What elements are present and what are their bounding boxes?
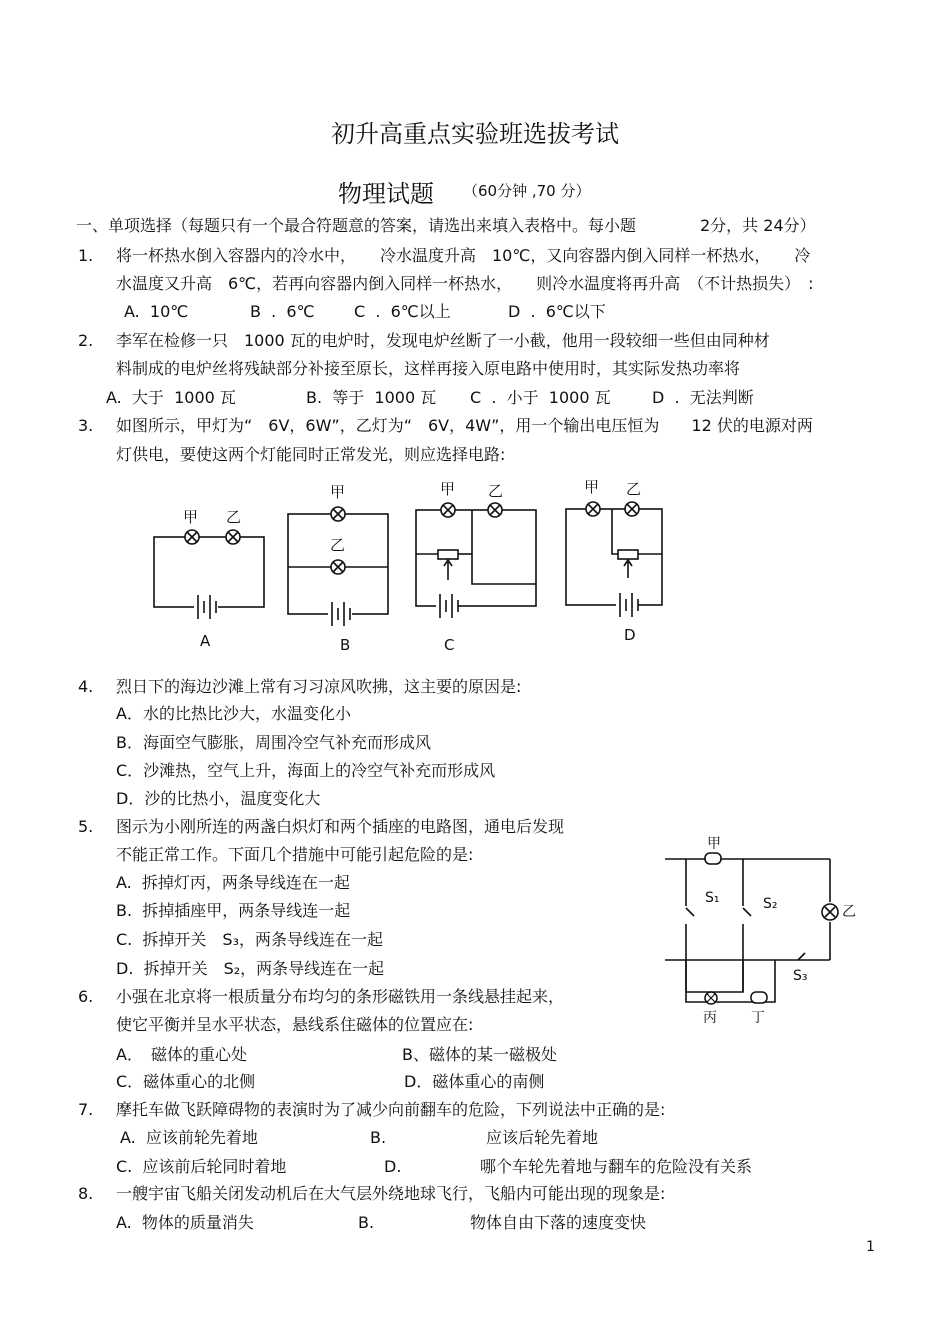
lamp-label: 甲	[440, 480, 456, 498]
question-text: 烈日下的海边沙滩上常有习习凉风吹拂，这主要的原因是:	[116, 677, 522, 696]
option: B. 拆掉插座甲，两条导线连一起	[116, 901, 351, 920]
question-text: 摩托车做飞跃障碍物的表演时为了减少向前翻车的危险，下列说法中正确的是:	[116, 1100, 666, 1119]
socket-label: 甲	[707, 836, 721, 852]
page-number: 1	[866, 1239, 875, 1255]
option: A. 大于 1000 瓦	[106, 388, 236, 407]
lamp-label: 丙	[703, 1010, 717, 1026]
option: C . 6℃以上	[354, 302, 451, 321]
option: A．水的比热比沙大，水温变化小	[116, 704, 351, 723]
switch-label: S₁	[705, 890, 720, 906]
time-score-note: （60分钟 ,70 分）	[463, 182, 591, 200]
q3-circuit-figure	[140, 470, 680, 660]
option: 物体自由下落的速度变快	[470, 1213, 647, 1232]
circuit-label: C	[444, 636, 455, 654]
question-text: 小强在北京将一根质量分布均匀的条形磁铁用一条线悬挂起来，	[116, 987, 565, 1006]
question-number: 3.	[78, 416, 94, 435]
option: 哪个车轮先着地与翻车的危险没有关系	[480, 1157, 753, 1176]
switch-label: S₃	[793, 968, 808, 984]
option: D. 拆掉开关 S₂，两条导线连在一起	[116, 959, 385, 978]
question-number: 4.	[78, 677, 94, 696]
option: A. 应该前轮先着地	[120, 1128, 258, 1147]
lamp-label: 乙	[626, 480, 642, 498]
option: C. 应该前后轮同时着地	[116, 1157, 287, 1176]
option: C．磁体重心的北侧	[116, 1072, 256, 1091]
question-text: 料制成的电炉丝将残缺部分补接至原长，这样再接入原电路中使用时，其实际发热功率将	[116, 359, 741, 378]
option: D . 6℃以下	[508, 302, 606, 321]
lamp-label: 乙	[226, 508, 242, 526]
lamp-label: 甲	[584, 478, 600, 496]
circuit-label: D	[624, 626, 636, 644]
option: D．磁体重心的南侧	[404, 1072, 545, 1091]
question-number: 1.	[78, 246, 94, 265]
option: C．沙滩热，空气上升，海面上的冷空气补充而形成风	[116, 761, 496, 780]
option: C . 小于 1000 瓦	[470, 388, 611, 407]
option: A． 磁体的重心处	[116, 1045, 247, 1064]
question-number: 7.	[78, 1100, 94, 1119]
question-number: 8.	[78, 1184, 94, 1203]
question-text: 图示为小刚所连的两盏白炽灯和两个插座的电路图，通电后发现	[116, 817, 565, 836]
question-text: 一艘宇宙飞船关闭发动机后在大气层外绕地球飞行，飞船内可能出现的现象是:	[116, 1184, 666, 1203]
exam-title: 初升高重点实验班选拔考试	[331, 120, 619, 148]
option: A. 物体的质量消失	[116, 1213, 254, 1232]
lamp-label: 甲	[183, 508, 199, 526]
option: C. 拆掉开关 S₃，两条导线连在一起	[116, 930, 384, 949]
question-number: 6.	[78, 987, 94, 1006]
lamp-label: 甲	[330, 483, 346, 501]
subject-title: 物理试题	[338, 180, 434, 208]
question-text: 如图所示，甲灯为“ 6V，6W”，乙灯为“ 6V，4W”，用一个输出电压恒为 12 伏的电源对两	[116, 416, 813, 435]
lamp-label: 乙	[842, 904, 856, 920]
option-letter: B.	[370, 1128, 387, 1147]
question-text: 李军在检修一只 1000 瓦的电炉时，发现电炉丝断了一小截，他用一段较细一些但由同种材	[116, 331, 770, 350]
question-text: 灯供电，要使这两个灯能同时正常发光，则应选择电路:	[116, 445, 506, 464]
option: B、磁体的某一磁极处	[402, 1045, 557, 1064]
circuit-label: B	[340, 636, 351, 654]
question-text: 水温度又升高 6℃，若再向容器内倒入同样一杯热水， 则冷水温度将再升高 （不计热损失） :	[116, 274, 814, 293]
option: 应该后轮先着地	[486, 1128, 599, 1147]
section-heading: 一、单项选择（每题只有一个最合符题意的答案，请选出来填入表格中。每小题 2分，共 24分）	[76, 216, 816, 235]
option: A. 10℃	[124, 302, 189, 321]
option: B. 等于 1000 瓦	[306, 388, 437, 407]
lamp-label: 乙	[488, 482, 504, 500]
question-text: 不能正常工作。下面几个措施中可能引起危险的是:	[116, 845, 474, 864]
option: D . 无法判断	[652, 388, 754, 407]
question-text: 将一杯热水倒入容器内的冷水中， 冷水温度升高 10℃，又向容器内倒入同样一杯热水， 冷	[116, 246, 811, 265]
option: A. 拆掉灯丙，两条导线连在一起	[116, 873, 350, 892]
lamp-label: 乙	[330, 536, 346, 554]
option-letter: B.	[358, 1213, 375, 1232]
option: B．海面空气膨胀，周围冷空气补充而形成风	[116, 733, 431, 752]
question-text: 使它平衡并呈水平状态，悬线系住磁体的位置应在:	[116, 1015, 474, 1034]
question-number: 2.	[78, 331, 94, 350]
circuit-label: A	[200, 632, 211, 650]
question-number: 5.	[78, 817, 94, 836]
q5-circuit-figure	[655, 832, 870, 1032]
switch-label: S₂	[763, 896, 778, 912]
option: B . 6℃	[250, 302, 315, 321]
option-letter: D.	[384, 1157, 402, 1176]
option: D．沙的比热小，温度变化大	[116, 789, 321, 808]
socket-label: 丁	[751, 1010, 765, 1026]
